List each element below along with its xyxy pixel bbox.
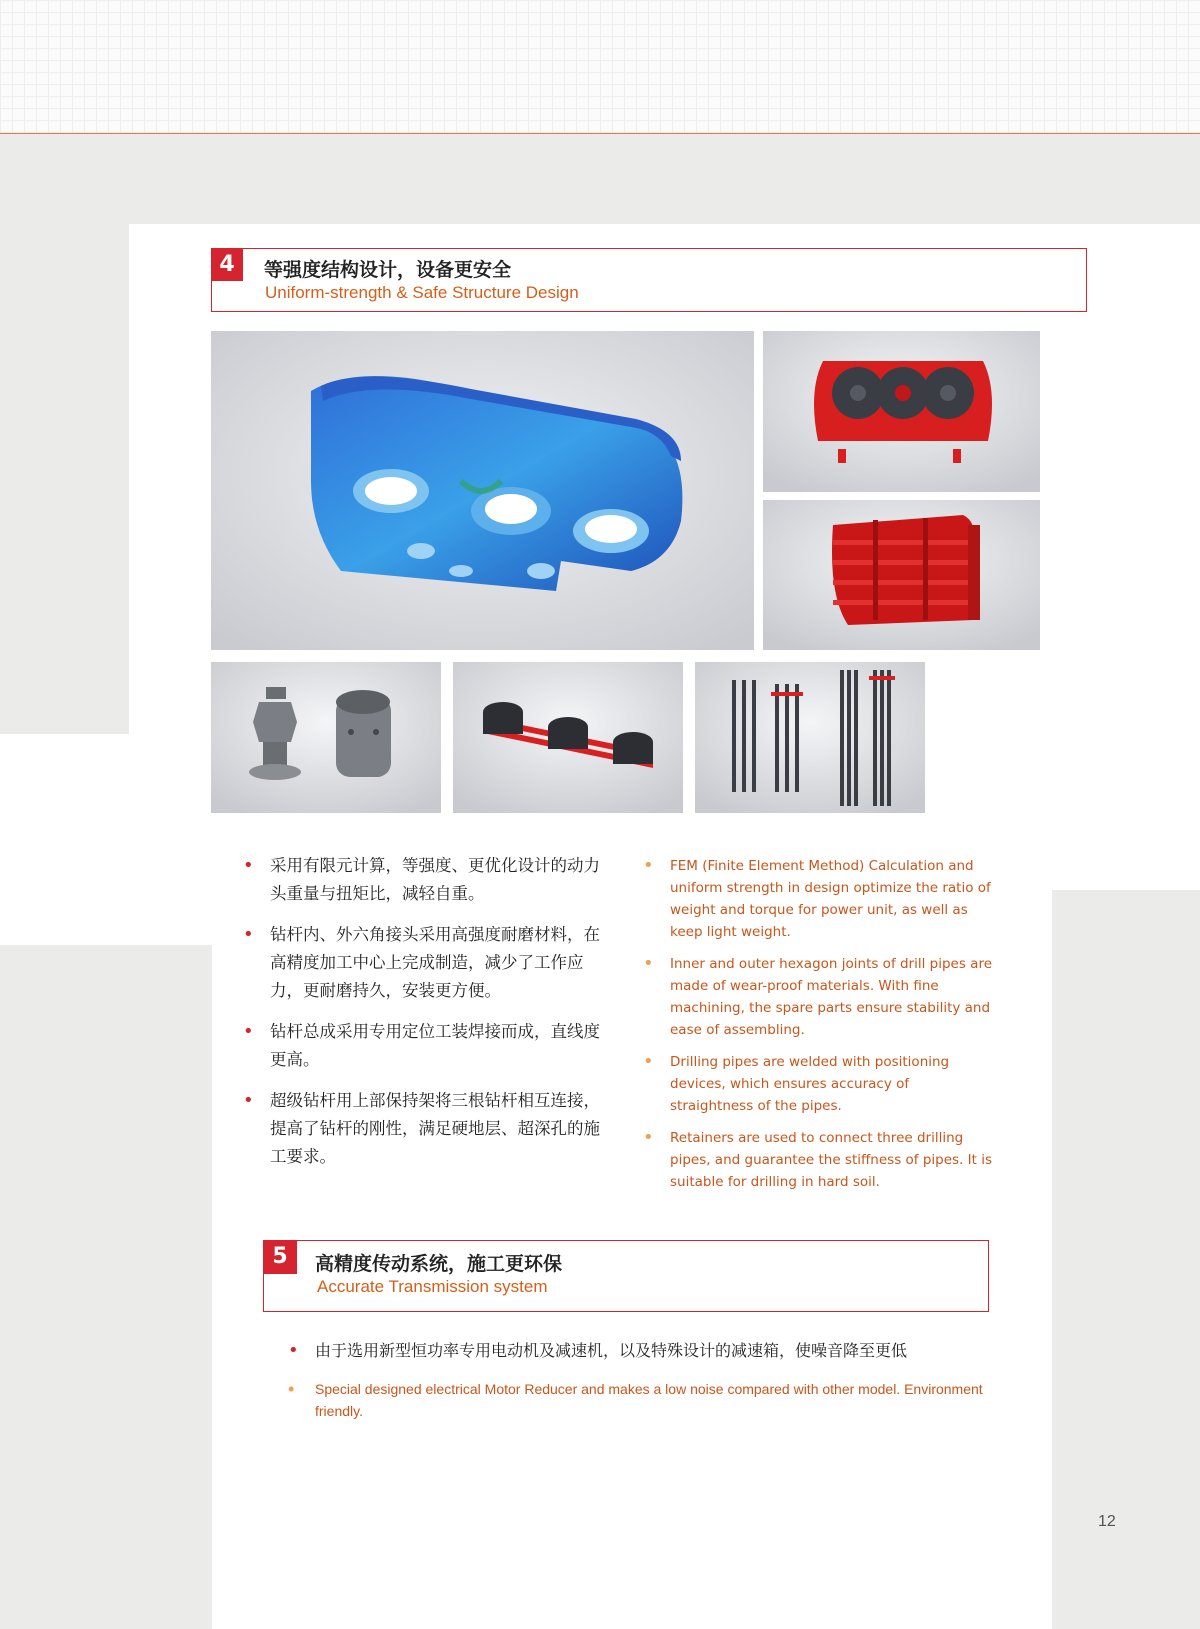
red-gearbox-top-view-image	[763, 331, 1040, 492]
bullet-dot: •	[243, 1021, 254, 1042]
bullet-dot: •	[243, 855, 254, 876]
list-item: • 采用有限元计算，等强度、更优化设计的动力头重量与扭矩比，减轻自重。	[240, 852, 610, 908]
feature-list-en	[640, 855, 992, 1203]
section-5-header	[263, 1240, 989, 1312]
bullet-dot: •	[288, 1379, 295, 1399]
section-title-en: Uniform-strength & Safe Structure Design	[265, 283, 579, 302]
fea-gearbox-housing-image	[211, 331, 754, 650]
list-item: • Special designed electrical Motor Reducer and makes a low noise compared with other model. Environment friendly.	[288, 1379, 983, 1419]
drill-pipes-image	[695, 662, 925, 813]
list-item: • 钻杆内、外六角接头采用高强度耐磨材料，在高精度加工中心上完成制造，减少了工作应力，更耐磨持久，安装更方便。	[240, 921, 610, 1005]
list-item: • Drilling pipes are welded with positioning devices, which ensures accuracy of straightness of the pipes.	[643, 1051, 950, 1114]
red-gearbox-cage-image	[763, 500, 1040, 650]
bullet-dot: •	[243, 924, 254, 945]
bullet-dot: •	[643, 953, 654, 974]
bullet-dot: •	[643, 1127, 654, 1148]
list-item: • 由于选用新型恒功率专用电动机及减速机，以及特殊设计的减速箱，使噪音降至更低	[285, 1338, 995, 1364]
bullet-dot: •	[643, 855, 654, 876]
list-item: • 钻杆总成采用专用定位工装焊接而成，直线度更高。	[240, 1018, 610, 1074]
section-4-header	[211, 248, 1087, 312]
page-number: 12	[1098, 1513, 1116, 1530]
section-5-list	[285, 1338, 995, 1422]
section-title-cn: 高精度传动系统，施工更环保	[315, 1253, 563, 1275]
list-item: • Inner and outer hexagon joints of drill pipes are made of wear-proof materials. With fine machining, the spare parts ensure stability and ease of assembling.	[643, 953, 993, 1038]
list-item: • FEM (Finite Element Method) Calculation and uniform strength in design optimize the ratio of weight and torque for power unit, as well as keep light weight.	[643, 855, 991, 940]
pipe-retainer-image	[453, 662, 683, 813]
feature-list-cn	[240, 852, 610, 1184]
grid-header-band	[0, 0, 1200, 134]
list-item: • Retainers are used to connect three drilling pipes, and guarantee the stiffness of pipes. It is suitable for drilling in hard soil.	[643, 1127, 992, 1190]
list-item: • 超级钻杆用上部保持架将三根钻杆相互连接，提高了钻杆的刚性，满足硬地层、超深孔的施工要求。	[240, 1087, 610, 1171]
hexagon-joints-image	[211, 662, 441, 813]
section-number: 5	[263, 1240, 297, 1274]
section-title-en: Accurate Transmission system	[317, 1277, 548, 1296]
gray-background-block	[1052, 890, 1200, 1629]
section-title-cn: 等强度结构设计，设备更安全	[264, 259, 512, 281]
bullet-dot: •	[243, 1090, 254, 1111]
gray-background-block	[0, 945, 212, 1629]
bullet-dot: •	[643, 1051, 654, 1072]
bullet-dot: •	[288, 1340, 299, 1361]
section-number: 4	[211, 248, 243, 281]
